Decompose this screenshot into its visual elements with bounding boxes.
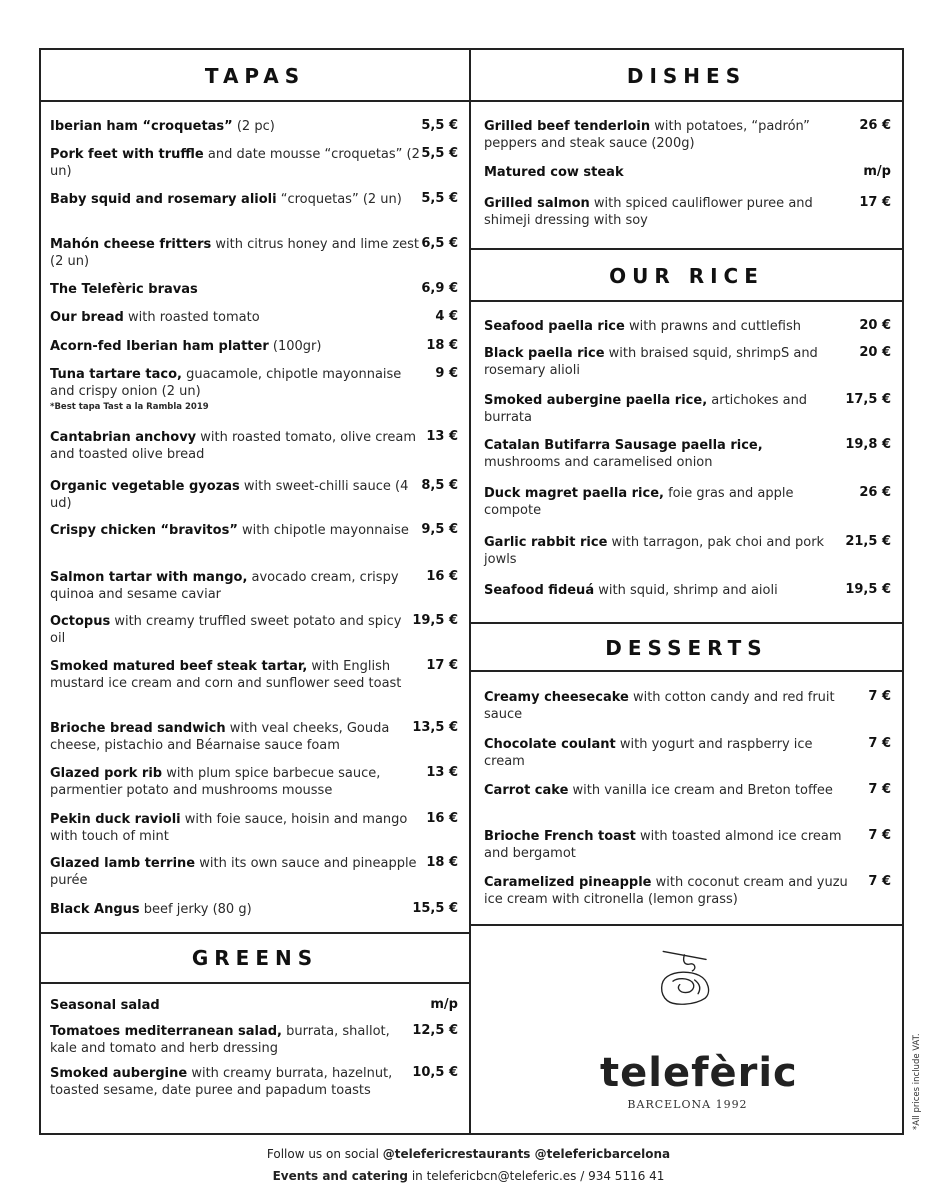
item-price: 19,8 € (845, 437, 891, 452)
item-price: 15,5 € (412, 901, 458, 916)
item-name: Salmon tartar with mango, (50, 570, 248, 585)
item-description: mushrooms and caramelised onion (484, 455, 713, 470)
item-name: Organic vegetable gyozas (50, 479, 240, 494)
item-description: with veal cheeks, Gouda cheese, pistachio and Béarnaise sauce foam (50, 721, 390, 753)
divider (471, 248, 902, 250)
desserts-menu-item (484, 782, 854, 799)
item-name: Seafood paella rice (484, 319, 625, 334)
brand-subtitle: BARCELONA 1992 (627, 1098, 748, 1111)
item-name: Pork feet with truffle (50, 147, 204, 162)
divider (471, 100, 902, 102)
tapas-menu-item (50, 366, 420, 413)
tapas-menu-item (50, 811, 420, 845)
divider (41, 100, 469, 102)
item-price: 7 € (868, 736, 891, 751)
item-description: beef jerky (80 g) (139, 902, 252, 917)
item-name: Black paella rice (484, 346, 605, 361)
tapas-menu-item (50, 855, 420, 889)
desserts-menu-item (484, 689, 854, 723)
tapas-menu-item (50, 765, 420, 799)
item-price: 6,5 € (421, 236, 458, 251)
item-price: 18 € (426, 855, 458, 870)
item-name: Brioche French toast (484, 829, 636, 844)
item-price: 10,5 € (412, 1065, 458, 1080)
section-title-rice: OUR RICE (609, 264, 764, 288)
item-description: with spiced cauliflower puree and shimeji dressing with soy (484, 196, 813, 228)
item-price: 18 € (426, 338, 458, 353)
item-name: Smoked aubergine paella rice, (484, 393, 708, 408)
tapas-menu-item (50, 429, 420, 463)
item-name: Caramelized pineapple (484, 875, 652, 890)
rice-menu-item (484, 485, 839, 519)
footer-events-label: Events and catering (272, 1169, 408, 1183)
item-price: 9 € (435, 366, 458, 381)
item-description: with toasted almond ice cream and bergamot (484, 829, 842, 861)
item-name: Pekin duck ravioli (50, 812, 181, 827)
divider (471, 924, 902, 926)
item-description: with yogurt and raspberry ice cream (484, 737, 813, 769)
dishes-menu-item (484, 164, 844, 181)
item-description: avocado cream, crispy quinoa and sesame caviar (50, 570, 399, 602)
dishes-menu-item (484, 195, 844, 229)
item-description: with creamy burrata, hazelnut, toasted sesame, date puree and papadum toasts (50, 1066, 393, 1098)
item-award-note: *Best tapa Tast a la Rambla 2019 (50, 402, 209, 412)
rice-menu-item (484, 437, 839, 471)
tapas-menu-item (50, 338, 420, 355)
item-name: Glazed lamb terrine (50, 856, 196, 871)
item-description: with roasted tomato, olive cream and toasted olive bread (50, 430, 417, 462)
item-name: Cantabrian anchovy (50, 430, 197, 445)
item-name: Crispy chicken “bravitos” (50, 523, 238, 538)
tapas-menu-item (50, 236, 420, 270)
section-title-desserts: DESSERTS (605, 636, 768, 660)
item-price: 4 € (435, 309, 458, 324)
item-name: Grilled beef tenderloin (484, 119, 651, 134)
item-name: The Telefèric bravas (50, 282, 198, 297)
item-name: Tomatoes mediterranean salad, (50, 1024, 282, 1039)
item-description: with foie sauce, hoisin and mango with touch of mint (50, 812, 408, 844)
item-description: with squid, shrimp and aioli (594, 583, 778, 598)
item-price: 13 € (426, 765, 458, 780)
footer-social-handles[interactable]: @telefericrestaurants @telefericbarcelona (382, 1147, 671, 1161)
item-name: Acorn-fed Iberian ham platter (50, 339, 269, 354)
item-name: Smoked matured beef steak tartar, (50, 659, 308, 674)
item-description: and date mousse “croquetas” (2 un) (50, 147, 420, 179)
item-name: Our bread (50, 310, 124, 325)
section-title-tapas: TAPAS (204, 64, 306, 88)
item-name: Iberian ham “croquetas” (50, 119, 233, 134)
item-description: burrata, shallot, kale and tomato and herb dressing (50, 1024, 390, 1056)
item-price: 7 € (868, 874, 891, 889)
item-price: 7 € (868, 689, 891, 704)
item-description: with creamy truffled sweet potato and spicy oil (50, 614, 402, 646)
desserts-menu-item (484, 828, 854, 862)
rice-menu-item (484, 392, 839, 426)
tapas-menu-item (50, 118, 420, 135)
item-price: 19,5 € (412, 613, 458, 628)
item-description: with sweet-chilli sauce (4 ud) (50, 479, 409, 511)
item-price: 16 € (426, 811, 458, 826)
item-description: foie gras and apple compote (484, 486, 794, 518)
item-price: 20 € (859, 345, 891, 360)
tapas-menu-item (50, 478, 420, 512)
item-description: (2 pc) (232, 119, 275, 134)
greens-menu-item (50, 1065, 420, 1099)
tapas-menu-item (50, 569, 420, 603)
item-price: 17,5 € (845, 392, 891, 407)
tapas-menu-item (50, 658, 420, 692)
item-name: Seafood fideuá (484, 583, 595, 598)
divider (471, 670, 902, 672)
item-name: Duck magret paella rice, (484, 486, 664, 501)
item-name: Glazed pork rib (50, 766, 163, 781)
item-description: “croquetas” (2 un) (276, 192, 402, 207)
divider (471, 622, 902, 624)
footer-events (0, 1169, 937, 1183)
item-description: with citrus honey and lime zest (2 un) (50, 237, 420, 269)
footer-social-prefix: Follow us on social (266, 1147, 383, 1161)
rice-menu-item (484, 318, 839, 335)
item-description: with its own sauce and pineapple purée (50, 856, 417, 888)
item-description: (100gr) (268, 339, 322, 354)
item-price: 5,5 € (421, 118, 458, 133)
item-price: 26 € (859, 485, 891, 500)
item-price: 20 € (859, 318, 891, 333)
item-name: Catalan Butifarra Sausage paella rice, (484, 438, 763, 453)
item-description: with coconut cream and yuzu ice cream with citronella (lemon grass) (484, 875, 848, 907)
footer-social (0, 1147, 937, 1161)
item-price: 16 € (426, 569, 458, 584)
tapas-menu-item (50, 720, 420, 754)
item-price: 7 € (868, 782, 891, 797)
item-name: Seasonal salad (50, 998, 160, 1013)
item-price: 21,5 € (845, 534, 891, 549)
item-name: Garlic rabbit rice (484, 535, 608, 550)
vat-note: *All prices include VAT. (912, 1033, 922, 1130)
item-description: with English mustard ice cream and corn and sunflower seed toast (50, 659, 402, 691)
divider (41, 932, 469, 934)
item-price: 26 € (859, 118, 891, 133)
item-description: with prawns and cuttlefish (624, 319, 801, 334)
tapas-menu-item (50, 613, 420, 647)
item-description: with cotton candy and red fruit sauce (484, 690, 835, 722)
item-price: 8,5 € (421, 478, 458, 493)
item-name: Baby squid and rosemary alioli (50, 192, 277, 207)
item-name: Carrot cake (484, 783, 569, 798)
item-price: 5,5 € (421, 146, 458, 161)
tapas-menu-item (50, 191, 420, 208)
item-name: Matured cow steak (484, 165, 624, 180)
item-price: 19,5 € (845, 582, 891, 597)
item-price: 9,5 € (421, 522, 458, 537)
tapas-menu-item (50, 146, 420, 180)
item-price: m/p (863, 164, 891, 179)
dishes-menu-item (484, 118, 844, 152)
item-description: guacamole, chipotle mayonnaise and crispy onion (2 un) (50, 367, 402, 399)
item-name: Black Angus (50, 902, 140, 917)
item-price: m/p (430, 997, 458, 1012)
item-description: artichokes and burrata (484, 393, 808, 425)
item-name: Mahón cheese fritters (50, 237, 212, 252)
section-title-greens: GREENS (191, 946, 319, 970)
item-price: 17 € (859, 195, 891, 210)
tapas-menu-item (50, 281, 420, 298)
greens-menu-item (50, 997, 420, 1014)
item-price: 13 € (426, 429, 458, 444)
item-name: Octopus (50, 614, 111, 629)
teleferic-logo-icon (600, 948, 775, 1048)
brand-name: telefèric (600, 1050, 798, 1096)
item-description: with chipotle mayonnaise (237, 523, 409, 538)
tapas-menu-item (50, 522, 420, 539)
desserts-menu-item (484, 736, 854, 770)
item-name: Tuna tartare taco, (50, 367, 182, 382)
item-description: with potatoes, “padrón” peppers and steak sauce (200g) (484, 119, 810, 151)
footer-events-contact[interactable]: in telefericbcn@teleferic.es / 934 5116 41 (408, 1169, 665, 1183)
item-description: with vanilla ice cream and Breton toffee (568, 783, 833, 798)
item-name: Creamy cheesecake (484, 690, 629, 705)
item-name: Smoked aubergine (50, 1066, 188, 1081)
item-description: with tarragon, pak choi and pork jowls (484, 535, 825, 567)
item-price: 6,9 € (421, 281, 458, 296)
divider (41, 982, 469, 984)
item-description: with roasted tomato (123, 310, 260, 325)
rice-menu-item (484, 345, 839, 379)
column-divider (469, 48, 471, 1135)
item-name: Grilled salmon (484, 196, 590, 211)
item-name: Brioche bread sandwich (50, 721, 226, 736)
item-description: with braised squid, shrimpS and rosemary alioli (484, 346, 818, 378)
divider (471, 300, 902, 302)
item-price: 7 € (868, 828, 891, 843)
desserts-menu-item (484, 874, 854, 908)
item-price: 13,5 € (412, 720, 458, 735)
tapas-menu-item (50, 309, 420, 326)
item-description: with plum spice barbecue sauce, parmentier potato and mushrooms mousse (50, 766, 381, 798)
tapas-menu-item (50, 901, 420, 918)
greens-menu-item (50, 1023, 420, 1057)
item-price: 17 € (426, 658, 458, 673)
rice-menu-item (484, 534, 839, 568)
item-name: Chocolate coulant (484, 737, 616, 752)
rice-menu-item (484, 582, 839, 599)
section-title-dishes: DISHES (626, 64, 747, 88)
item-price: 12,5 € (412, 1023, 458, 1038)
item-price: 5,5 € (421, 191, 458, 206)
